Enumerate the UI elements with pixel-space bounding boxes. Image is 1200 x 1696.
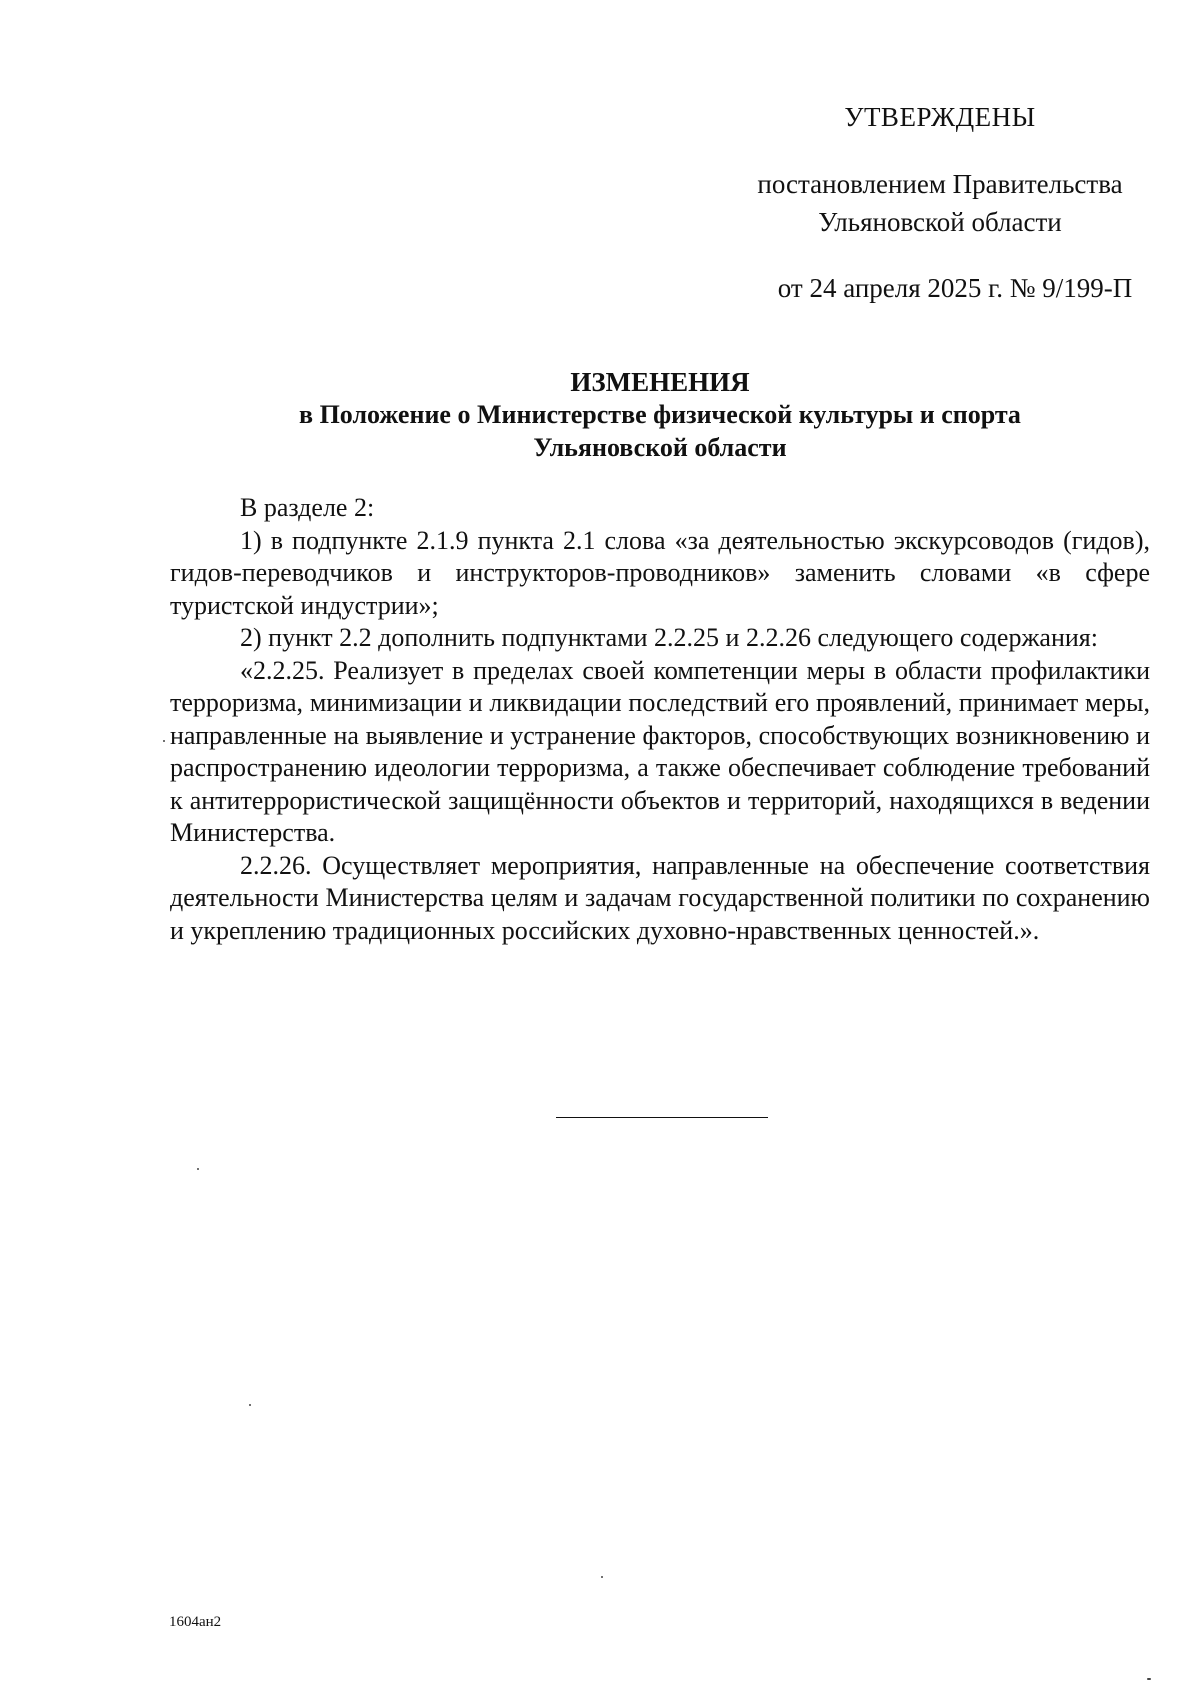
scan-speck [601, 1576, 603, 1578]
body-item-2-2-26: 2.2.26. Осуществляет мероприятия, направленные на обеспечение соответствия деятельности Министерства целям и задачам государственной политики по сохранению и укреплению традиционных российских духовно-нравственных ценностей.». [170, 850, 1150, 945]
approval-title: УТВЕРЖДЕНЫ [844, 102, 1036, 132]
scan-speck [1147, 1678, 1151, 1680]
body-item-2: 2) пункт 2.2 дополнить подпунктами 2.2.25 и 2.2.26 следующего содержания: [240, 623, 1098, 652]
approval-issuer [730, 165, 1150, 241]
scan-speck [163, 740, 165, 742]
body-item-1: 1) в подпункте 2.1.9 пункта 2.1 слова «за деятельностью экскурсоводов (гидов), гидов-переводчиков и инструкторов-проводников» заменить словами «в сфере туристской индустрии»; [170, 525, 1150, 620]
document-subtitle-line-2: Ульяновской области [533, 433, 787, 462]
end-divider [556, 1117, 768, 1118]
approval-issuer-line-2: Ульяновской области [818, 207, 1062, 237]
body-item-2-2-25: «2.2.25. Реализует в пределах своей компетенции меры в области профилактики терроризма, минимизации и ликвидации последствий его проявлений, принимает меры, направленные на выявление и устранение факторов, способствующих возникновению и распространению идеологии терроризма, а также обеспечивает соблюдение требований к антитеррористической защищённости объектов и территорий, находящихся в ведении Министерства. [170, 655, 1150, 847]
document-body [170, 492, 1150, 947]
approval-issuer-line-1: постановлением Правительства [757, 169, 1123, 199]
scan-speck [197, 1168, 199, 1170]
scan-speck [249, 1404, 251, 1406]
document-title: ИЗМЕНЕНИЯ [570, 367, 750, 397]
approval-date: от 24 апреля 2025 г. № 9/199-П [777, 273, 1133, 303]
body-intro: В разделе 2: [240, 493, 375, 522]
document-subtitle [170, 398, 1150, 464]
document-subtitle-line-1: в Положение о Министерстве физической культуры и спорта [299, 400, 1021, 429]
document-code: 1604ан2 [169, 1614, 222, 1630]
